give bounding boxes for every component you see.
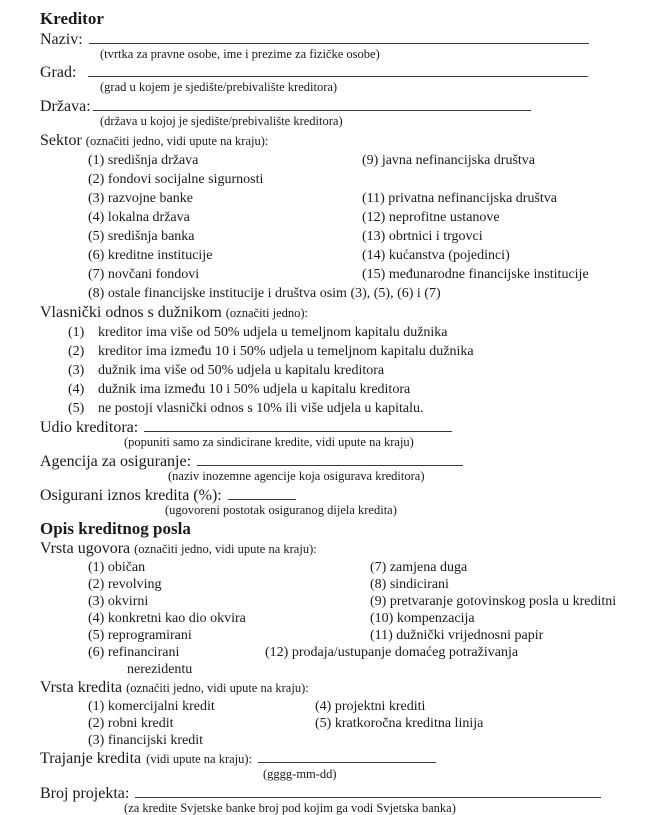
sektor-option: (4) lokalna država [88, 209, 190, 225]
vrsta-ugovora-row [88, 610, 655, 627]
section-title-kreditor: Kreditor [40, 9, 104, 28]
udio-input-line [144, 418, 452, 433]
sektor-option: (3) razvojne banke [88, 190, 193, 206]
sektor-section-label [40, 131, 655, 151]
sektor-row [88, 208, 655, 227]
option-text: dužnik ima više od 50% udjela u kapitalu kreditora [98, 362, 385, 378]
vlasnicki-option [68, 323, 655, 342]
osigurani-input-line [228, 485, 296, 500]
field-agencija [40, 451, 655, 470]
grad-input-line [88, 63, 588, 78]
agencija-input-line [197, 451, 463, 466]
sektor-option-8: (8) ostale financijske institucije i društva osim (3), (5), (6) i (7) [88, 285, 441, 301]
naziv-hint: (tvrtka za pravne osobe, ime i prezime za fizičke osobe) [100, 46, 380, 61]
grad-hint: (grad u kojem je sjedište/prebivalište kreditora) [100, 80, 338, 95]
sektor-row [88, 189, 655, 208]
vrsta-ugovora-row [88, 644, 655, 661]
ugovor-option: (10) kompenzacija [370, 610, 475, 626]
sektor-option: (12) neprofitne ustanove [362, 209, 500, 225]
udio-hint: (popuniti samo za sindicirane kredite, vidi upute na kraju) [124, 435, 414, 450]
vlasnicki-option [68, 399, 655, 418]
vrsta-ugovora-section-label [40, 539, 655, 559]
trajanje-input-line [258, 749, 436, 764]
sektor-option: (14) kućanstva (pojedinci) [362, 247, 510, 263]
ugovor-option: (2) revolving [88, 576, 162, 592]
ugovor-option: (7) zamjena duga [370, 559, 468, 575]
field-trajanje-kredita [40, 749, 655, 769]
vrsta-ugovora-note: (označiti jedno, vidi upute na kraju): [134, 541, 317, 556]
trajanje-note: (vidi upute na kraju): [146, 752, 253, 767]
vrsta-ugovora-row [88, 627, 655, 644]
option-number: (3) [68, 362, 85, 378]
ugovor-option: (1) običan [88, 559, 146, 575]
vlasnicki-option [68, 361, 655, 380]
vrsta-ugovora-row [88, 559, 655, 576]
vrsta-ugovora-label: Vrsta ugovora [40, 539, 131, 557]
field-udio-kreditora [40, 418, 655, 437]
option-text: ne postoji vlasnički odnos s 10% ili više udjela u kapitalu. [98, 400, 424, 416]
sektor-option: (6) kreditne institucije [88, 247, 213, 263]
sektor-option: (11) privatna nefinancijska društva [362, 190, 558, 206]
option-number: (1) [68, 324, 85, 340]
vrsta-kredita-row [88, 698, 655, 715]
vrsta-ugovora-row [88, 576, 655, 593]
vlasnicki-label: Vlasnički odnos s dužnikom [40, 303, 222, 321]
ugovor-option: (11) dužnički vrijednosni papir [370, 627, 544, 643]
broj-input-line [135, 783, 601, 798]
ugovor-option: (8) sindicirani [370, 576, 449, 592]
sektor-label: Sektor [40, 131, 82, 149]
ugovor-option: (3) okvirni [88, 593, 149, 609]
vrsta-kredita-row [88, 715, 655, 732]
ugovor-option: (5) reprogramirani [88, 627, 192, 643]
ugovor-option: (6) refinancirani [88, 644, 180, 660]
field-grad [40, 63, 655, 82]
agencija-hint: (naziv inozemne agencije koja osigurava kreditora) [168, 468, 425, 483]
kredit-option: (2) robni kredit [88, 715, 174, 731]
osigurani-label: Osigurani iznos kredita (%): [40, 486, 222, 504]
vrsta-ugovora-row [88, 593, 655, 610]
sektor-option: (1) središnja država [88, 152, 199, 168]
trajanje-hint: (gggg-mm-dd) [263, 767, 337, 782]
broj-label: Broj projekta: [40, 784, 130, 802]
sektor-option: (9) javna nefinancijska društva [362, 152, 535, 168]
drzava-hint: (država u kojoj je sjedište/prebivalište kreditora) [100, 113, 343, 128]
sektor-row [88, 170, 655, 189]
sektor-option: (5) središnja banka [88, 228, 195, 244]
option-text: kreditor ima između 10 i 50% udjela u temeljnom kapitalu dužnika [98, 343, 474, 359]
ugovor-option: (9) pretvaranje gotovinskog posla u kreditni [370, 593, 617, 609]
vlasnicki-note: (označiti jedno): [225, 305, 309, 320]
option-number: (4) [68, 381, 85, 397]
vlasnicki-section-label [40, 303, 655, 323]
vrsta-kredita-section-label [40, 678, 655, 698]
sektor-row [88, 151, 655, 170]
vrsta-kredita-label: Vrsta kredita [40, 678, 123, 696]
kredit-option: (3) financijski kredit [88, 732, 204, 748]
agencija-label: Agencija za osiguranje: [40, 452, 192, 470]
naziv-input-line [89, 29, 589, 44]
field-drzava [40, 96, 655, 115]
kredit-option: (4) projektni krediti [315, 698, 426, 714]
trajanje-label: Trajanje kredita [40, 750, 142, 768]
sektor-option: (7) novčani fondovi [88, 266, 200, 282]
naziv-label: Naziv: [40, 30, 83, 48]
ugovor-option: (4) konkretni kao dio okvira [88, 610, 246, 626]
option-text: kreditor ima više od 50% udjela u temeljnom kapitalu dužnika [98, 324, 448, 340]
grad-label: Grad: [40, 64, 77, 82]
option-text: dužnik ima između 10 i 50% udjela u kapitalu kreditora [98, 381, 411, 397]
sektor-row [88, 265, 655, 284]
option-number: (5) [68, 400, 85, 416]
ugovor-option: (12) prodaja/ustupanje domaćeg potraživanja [265, 644, 519, 660]
kredit-option: (1) komercijalni kredit [88, 698, 215, 714]
sektor-row [88, 227, 655, 246]
vrsta-kredita-note: (označiti jedno, vidi upute na kraju): [126, 680, 309, 695]
drzava-label: Država: [40, 97, 91, 115]
sektor-row [88, 246, 655, 265]
udio-label: Udio kreditora: [40, 419, 139, 437]
sektor-option: (15) međunarodne financijske institucije [362, 266, 589, 282]
kredit-option: (5) kratkoročna kreditna linija [315, 715, 484, 731]
vrsta-kredita-row [88, 732, 655, 749]
option-number: (2) [68, 343, 85, 359]
drzava-input-line [93, 96, 531, 111]
sektor-note: (označiti jedno, vidi upute na kraju): [85, 133, 269, 148]
field-naziv [40, 29, 655, 48]
field-broj-projekta [40, 783, 655, 802]
ugovor-option-wrap: nerezidentu [127, 661, 193, 677]
broj-hint: (za kredite Svjetske banke broj pod kojim ga vodi Svjetska banka) [124, 800, 456, 815]
field-osigurani-iznos [40, 485, 655, 504]
section-title-opis: Opis kreditnog posla [40, 518, 191, 538]
sektor-option: (13) obrtnici i trgovci [362, 228, 483, 244]
sektor-option: (2) fondovi socijalne sigurnosti [88, 171, 264, 187]
vlasnicki-option [68, 380, 655, 399]
vlasnicki-option [68, 342, 655, 361]
osigurani-hint: (ugovoreni postotak osiguranog dijela kredita) [165, 502, 397, 517]
